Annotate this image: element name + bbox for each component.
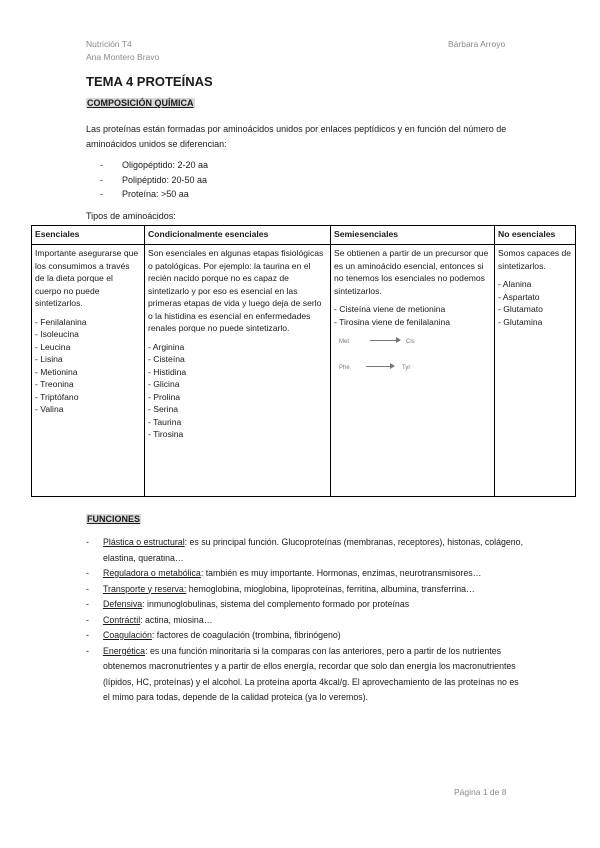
function-text: : factores de coagulación (trombina, fibrinógeno)	[151, 630, 341, 640]
semiesenciales-desc: Se obtienen a partir de un precursor que es un aminoácido esencial, entonces si no tenemos los esenciales no podemos sintetizarlos.	[334, 248, 489, 296]
peptide-list	[100, 158, 208, 202]
list-item: - Cisteína viene de metionina	[334, 304, 446, 314]
list-item	[86, 582, 526, 598]
list-item	[86, 644, 526, 706]
col-header-condicionales: Condicionalmente esenciales	[145, 226, 331, 245]
function-text: : inmunoglobulinas, sistema del complemento formado por proteínas	[142, 599, 410, 609]
list-item: - Triptófano	[35, 391, 79, 402]
function-text: : actina, miosina…	[140, 614, 213, 625]
semiesenciales-list	[334, 303, 491, 328]
list-item	[86, 535, 526, 566]
function-term: Plástica o estructural	[103, 537, 185, 547]
cell-semiesenciales	[331, 245, 495, 497]
function-term: Defensiva	[103, 599, 143, 609]
col-header-esenciales: Esenciales	[32, 226, 145, 245]
list-item: - Glicina	[148, 379, 180, 389]
diagram-label-met: Met	[339, 339, 350, 345]
list-item: - Polipéptido: 20-50 aa	[100, 173, 208, 188]
arrow-right-icon	[370, 340, 400, 341]
list-item: - Proteína: >50 aa	[100, 187, 208, 202]
section-heading-composicion: COMPOSICIÓN QUÍMICA	[87, 98, 194, 108]
function-term: Transporte y reserva:	[103, 583, 187, 594]
list-item: - Cisteína	[148, 354, 185, 364]
list-item: - Valina	[35, 404, 64, 414]
cell-condicionales	[145, 245, 331, 497]
list-item: - Taurina	[148, 416, 182, 427]
list-item	[86, 597, 526, 613]
list-item: - Leucina	[35, 341, 71, 352]
list-item: - Lisina	[35, 354, 63, 364]
diagram-label-cis: Cis	[406, 339, 415, 345]
function-text: : es su principal función. Glucoproteínas (membranas, receptores), histonas, colágeno, elastina, queratina…	[103, 537, 524, 563]
no-esenciales-desc: Somos capaces de sintetizarlos.	[498, 248, 572, 271]
list-item: - Histidina	[148, 366, 187, 377]
list-item: - Isoleucina	[35, 329, 79, 339]
list-item: - Tirosina viene de fenilalanina	[334, 316, 451, 327]
header-author-right: Bárbara Arroyo	[448, 39, 506, 49]
list-item: - Treonina	[35, 379, 74, 389]
list-item: - Fenilalanina	[35, 316, 87, 327]
function-term: Reguladora o metabólica	[103, 568, 201, 578]
header-author-left: Ana Montero Bravo	[86, 52, 160, 62]
list-item	[86, 628, 526, 644]
diagram-label-tyr: Tyr	[402, 365, 411, 371]
page-title: TEMA 4 PROTEÍNAS	[86, 74, 213, 89]
amino-acid-table	[31, 225, 576, 497]
condicionales-desc: Son esenciales en algunas etapas fisiológicas o patológicas. Por ejemplo: la taurina en el recién nacido porque no es capaz de sintetizarlo y por eso es esencial en las primeras etapas de vida y luego deja de serlo o la histidina es esencial en enfermedades renales porque no puede sintetizarlo.	[148, 248, 324, 333]
list-item: - Aspartato	[498, 291, 540, 302]
esenciales-list	[35, 316, 141, 416]
header-course: Nutrición T4	[86, 39, 132, 49]
function-term: Energética	[103, 645, 146, 656]
esenciales-desc: Importante asegurarse que los consumimos a través de la dieta porque el cuerpo no puede sintetizarlos.	[35, 248, 139, 308]
list-item: - Tirosina	[148, 429, 184, 439]
precursor-diagram	[334, 332, 491, 384]
function-text: hemoglobina, mioglobina, lipoproteínas, ferritina, albumina, transferrina…	[186, 583, 475, 594]
function-term: Coagulación	[103, 630, 152, 640]
list-item: - Oligopéptido: 2-20 aa	[100, 158, 208, 173]
list-item: - Serina	[148, 404, 179, 414]
col-header-no-esenciales: No esenciales	[495, 226, 576, 245]
arrow-right-icon	[366, 366, 394, 367]
list-item: - Prolina	[148, 391, 180, 402]
list-item: - Metionina	[35, 366, 78, 377]
list-item	[86, 566, 526, 582]
section-heading-funciones: FUNCIONES	[87, 514, 141, 524]
funciones-list	[86, 535, 526, 706]
composicion-intro: Las proteínas están formadas por aminoácidos unidos por enlaces peptídicos y en función del número de aminoácidos unidos se diferencian:	[86, 124, 507, 149]
condicionales-list	[148, 341, 327, 441]
cell-esenciales	[32, 245, 145, 497]
cell-no-esenciales	[495, 245, 576, 497]
list-item: - Arginina	[148, 341, 185, 352]
list-item	[86, 613, 526, 629]
col-header-semiesenciales: Semiesenciales	[331, 226, 495, 245]
no-esenciales-list	[498, 278, 572, 328]
diagram-label-phe: Phe	[339, 365, 350, 371]
list-item: - Glutamato	[498, 304, 543, 314]
function-term: Contráctil	[103, 614, 141, 625]
function-text: : también es muy importante. Hormonas, enzimas, neurotransmisores…	[200, 568, 482, 578]
function-text: : es una función minoritaria si la comparas con las anteriores, pero a partir de los nutrientes obtenemos macronutrientes y a partir de ellos energía, recordar que solo dan energía los macronutrientes (lípidos, HC, proteínas) y el alcohol. La proteína aporta 4kcal/g. El aprovechamiento de las proteínas no es el mimo para todas, depende de la calidad proteica (ya lo veremos).	[103, 645, 519, 702]
page-number: Página 1 de 8	[454, 787, 507, 797]
list-item: - Alanina	[498, 279, 532, 289]
list-item: - Glutamina	[498, 316, 543, 327]
tipos-label: Tipos de aminoácidos:	[86, 211, 176, 221]
